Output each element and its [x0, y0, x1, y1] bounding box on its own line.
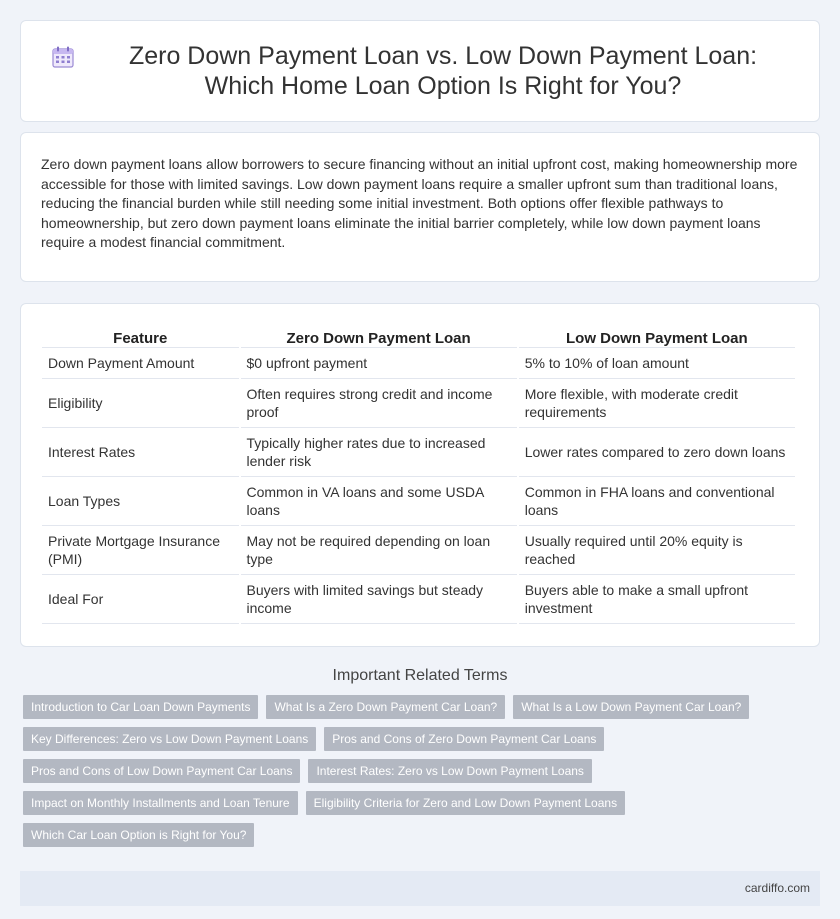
table-row [42, 575, 795, 624]
comparison-card [20, 303, 820, 647]
footer [20, 871, 820, 906]
related-term-link[interactable]: Eligibility Criteria for Zero and Low Down Payment Loans [306, 791, 625, 815]
table-cell: Down Payment Amount [42, 348, 239, 379]
table-cell: Eligibility [42, 379, 239, 428]
related-term-link[interactable]: What Is a Zero Down Payment Car Loan? [266, 695, 505, 719]
header-low-down: Low Down Payment Loan [519, 324, 795, 348]
intro-text: Zero down payment loans allow borrowers to secure financing without an initial upfront cost, making homeownership more accessible for those with limited savings. Low down payment loans require a smaller upfront sum than traditional loans, reducing the financial burden while still needing some initial investment. Both options offer flexible pathways to homeownership, but zero down payment loans eliminate the initial barrier completely, while low down payment loans require a modest financial commitment. [41, 156, 798, 250]
related-term-link[interactable]: Interest Rates: Zero vs Low Down Payment Loans [308, 759, 591, 783]
related-term-link[interactable]: Which Car Loan Option is Right for You? [23, 823, 254, 847]
table-cell: Often requires strong credit and income proof [241, 379, 517, 428]
table-row [42, 379, 795, 428]
header-feature: Feature [42, 324, 239, 348]
table-cell: Buyers with limited savings but steady income [241, 575, 517, 624]
table-cell: Ideal For [42, 575, 239, 624]
table-cell: Common in FHA loans and conventional loans [519, 477, 795, 526]
table-cell: Usually required until 20% equity is reached [519, 526, 795, 575]
table-cell: May not be required depending on loan type [241, 526, 517, 575]
table-row [42, 477, 795, 526]
table-cell: Loan Types [42, 477, 239, 526]
table-cell: More flexible, with moderate credit requirements [519, 379, 795, 428]
page-title: Zero Down Payment Loan vs. Low Down Payment Loan: Which Home Loan Option Is Right for You? [128, 42, 758, 100]
table-cell: Lower rates compared to zero down loans [519, 428, 795, 477]
table-cell: Buyers able to make a small upfront investment [519, 575, 795, 624]
related-term-link[interactable]: Pros and Cons of Zero Down Payment Car Loans [324, 727, 604, 751]
table-cell: 5% to 10% of loan amount [519, 348, 795, 379]
table-header-row [42, 324, 795, 348]
related-term-link[interactable]: Impact on Monthly Installments and Loan Tenure [23, 791, 298, 815]
table-cell: Interest Rates [42, 428, 239, 477]
table-cell: Private Mortgage Insurance (PMI) [42, 526, 239, 575]
intro-card [20, 132, 820, 282]
comparison-table [40, 324, 797, 624]
header-zero-down: Zero Down Payment Loan [241, 324, 517, 348]
calendar-icon [51, 45, 75, 69]
title-card [20, 20, 820, 122]
table-row [42, 428, 795, 477]
related-terms-list [20, 695, 780, 855]
table-row [42, 348, 795, 379]
related-term-link[interactable]: What Is a Low Down Payment Car Loan? [513, 695, 749, 719]
table-cell: Typically higher rates due to increased lender risk [241, 428, 517, 477]
footer-site-link[interactable]: cardiffo.com [744, 881, 810, 895]
table-row [42, 526, 795, 575]
related-term-link[interactable]: Pros and Cons of Low Down Payment Car Loans [23, 759, 300, 783]
related-term-link[interactable]: Introduction to Car Loan Down Payments [23, 695, 258, 719]
related-terms-title: Important Related Terms [332, 667, 508, 684]
title-wrap [51, 41, 789, 101]
table-cell: $0 upfront payment [241, 348, 517, 379]
table-cell: Common in VA loans and some USDA loans [241, 477, 517, 526]
related-term-link[interactable]: Key Differences: Zero vs Low Down Payment Loans [23, 727, 316, 751]
